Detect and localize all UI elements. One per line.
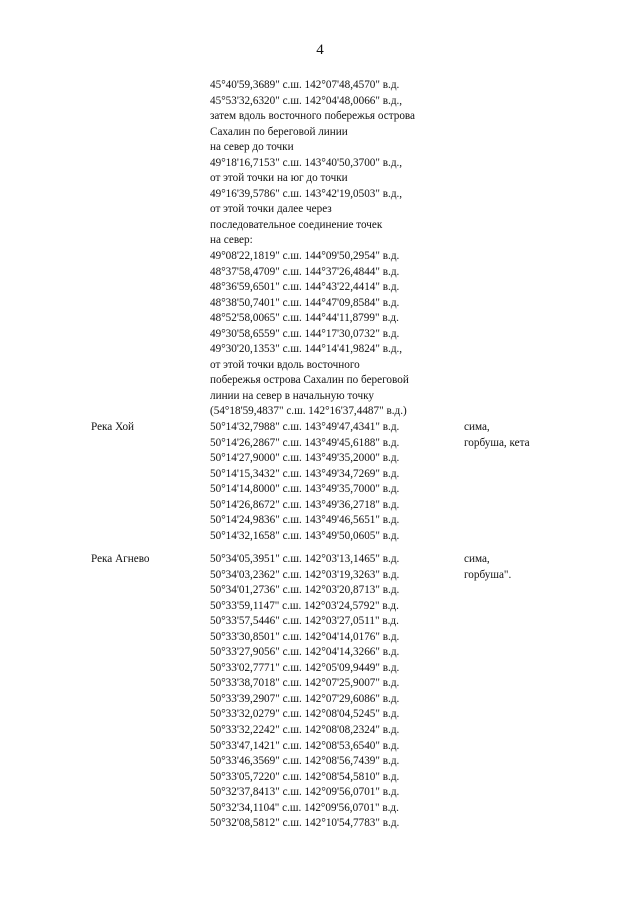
- text-line: 50°14'27,9000" с.ш. 143°49'35,2000" в.д.: [210, 452, 400, 465]
- text-line: 50°34'01,2736" с.ш. 142°03'20,8713" в.д.: [210, 584, 400, 597]
- text-line: горбуша".: [464, 568, 512, 581]
- river-name-hoy: Река Хой: [91, 421, 135, 433]
- coordinates-block-hoy: [210, 420, 399, 544]
- text-line: 50°33'47,1421" с.ш. 142°08'53,6540" в.д.: [210, 739, 400, 752]
- text-line: на север:: [210, 234, 253, 247]
- text-line: 50°14'24,9836" с.ш. 143°49'46,5651" в.д.: [210, 514, 400, 527]
- text-line: 50°33'59,1147" с.ш. 142°03'24,5792" в.д.: [210, 599, 399, 612]
- text-line: побережья острова Сахалин по береговой: [210, 374, 409, 387]
- fish-species-agnevo: [464, 552, 511, 583]
- coordinates-block-continuation: [210, 78, 415, 420]
- text-line: 49°18'16,7153" с.ш. 143°40'50,3700" в.д.,: [210, 156, 403, 169]
- text-line: 50°33'38,7018" с.ш. 142°07'25,9007" в.д.: [210, 677, 400, 690]
- text-line: от этой точки далее через: [210, 203, 332, 216]
- text-line: 50°14'32,1658" с.ш. 143°49'50,0605" в.д.: [210, 529, 400, 542]
- text-line: 49°16'39,5786" с.ш. 143°42'19,0503" в.д.,: [210, 187, 403, 200]
- text-line: 50°33'46,3569" с.ш. 142°08'56,7439" в.д.: [210, 755, 400, 768]
- text-line: 48°37'58,4709" с.ш. 144°37'26,4844" в.д.: [210, 265, 400, 278]
- text-line: 49°30'58,6559" с.ш. 144°17'30,0732" в.д.: [210, 327, 400, 340]
- text-line: 50°32'37,8413" с.ш. 142°09'56,0701" в.д.: [210, 786, 400, 799]
- text-line: от этой точки вдоль восточного: [210, 358, 360, 371]
- text-line: от этой точки на юг до точки: [210, 172, 348, 185]
- text-line: 50°33'32,0279" с.ш. 142°08'04,5245" в.д.: [210, 708, 400, 721]
- text-line: 50°34'05,3951" с.ш. 142°03'13,1465" в.д.: [210, 553, 400, 565]
- text-line: 49°30'20,1353" с.ш. 144°14'41,9824" в.д.,: [210, 343, 403, 356]
- text-line: 45°40'59,3689" с.ш. 142°07'48,4570" в.д.: [210, 79, 400, 91]
- river-name-agnevo: Река Агнево: [91, 553, 150, 565]
- text-line: 50°32'08,5812" с.ш. 142°10'54,7783" в.д.: [210, 817, 400, 830]
- fish-species-hoy: [464, 420, 530, 451]
- text-line: на север до точки: [210, 141, 294, 154]
- text-line: 50°14'14,8000" с.ш. 143°49'35,7000" в.д.: [210, 483, 400, 496]
- text-line: 50°33'02,7771" с.ш. 142°05'09,9449" в.д.: [210, 661, 400, 674]
- text-line: 48°36'59,6501" с.ш. 144°43'22,4414" в.д.: [210, 281, 400, 294]
- page-number: 4: [316, 42, 324, 58]
- text-line: 50°33'32,2242" с.ш. 142°08'08,2324" в.д.: [210, 724, 400, 737]
- text-line: (54°18'59,4837" с.ш. 142°16'37,4487" в.д.): [210, 405, 407, 418]
- coordinates-block-agnevo: [210, 552, 399, 832]
- text-line: Сахалин по береговой линии: [210, 125, 348, 138]
- text-line: 50°33'30,8501" с.ш. 142°04'14,0176" в.д.: [210, 630, 400, 643]
- text-line: затем вдоль восточного побережья острова: [210, 110, 416, 123]
- text-line: 50°14'32,7988" с.ш. 143°49'47,4341" в.д.: [210, 421, 400, 433]
- text-line: 50°34'03,2362" с.ш. 142°03'19,3263" в.д.: [210, 568, 400, 581]
- text-line: 50°33'39,2907" с.ш. 142°07'29,6086" в.д.: [210, 692, 400, 705]
- text-line: 50°14'26,2867" с.ш. 143°49'45,6188" в.д.: [210, 436, 400, 449]
- text-line: 50°32'34,1104" с.ш. 142°09'56,0701" в.д.: [210, 801, 399, 814]
- text-line: сима,: [464, 421, 490, 433]
- text-line: 50°33'05,7220" с.ш. 142°08'54,5810" в.д.: [210, 770, 400, 783]
- text-line: 50°33'27,9056" с.ш. 142°04'14,3266" в.д.: [210, 646, 400, 659]
- text-line: 50°14'15,3432" с.ш. 143°49'34,7269" в.д.: [210, 467, 400, 480]
- text-line: 48°38'50,7401" с.ш. 144°47'09,8584" в.д.: [210, 296, 400, 309]
- text-line: линии на север в начальную точку: [210, 389, 374, 402]
- text-line: сима,: [464, 553, 490, 565]
- text-line: 50°33'57,5446" с.ш. 142°03'27,0511" в.д.: [210, 615, 399, 628]
- text-line: 50°14'26,8672" с.ш. 143°49'36,2718" в.д.: [210, 498, 400, 511]
- text-line: 45°53'32,6320" с.ш. 142°04'48,0066" в.д.,: [210, 94, 403, 107]
- text-line: 48°52'58,0065" с.ш. 144°44'11,8799" в.д.: [210, 312, 399, 325]
- text-line: горбуша, кета: [464, 436, 530, 449]
- text-line: последовательное соединение точек: [210, 218, 383, 231]
- text-line: 49°08'22,1819" с.ш. 144°09'50,2954" в.д.: [210, 250, 400, 263]
